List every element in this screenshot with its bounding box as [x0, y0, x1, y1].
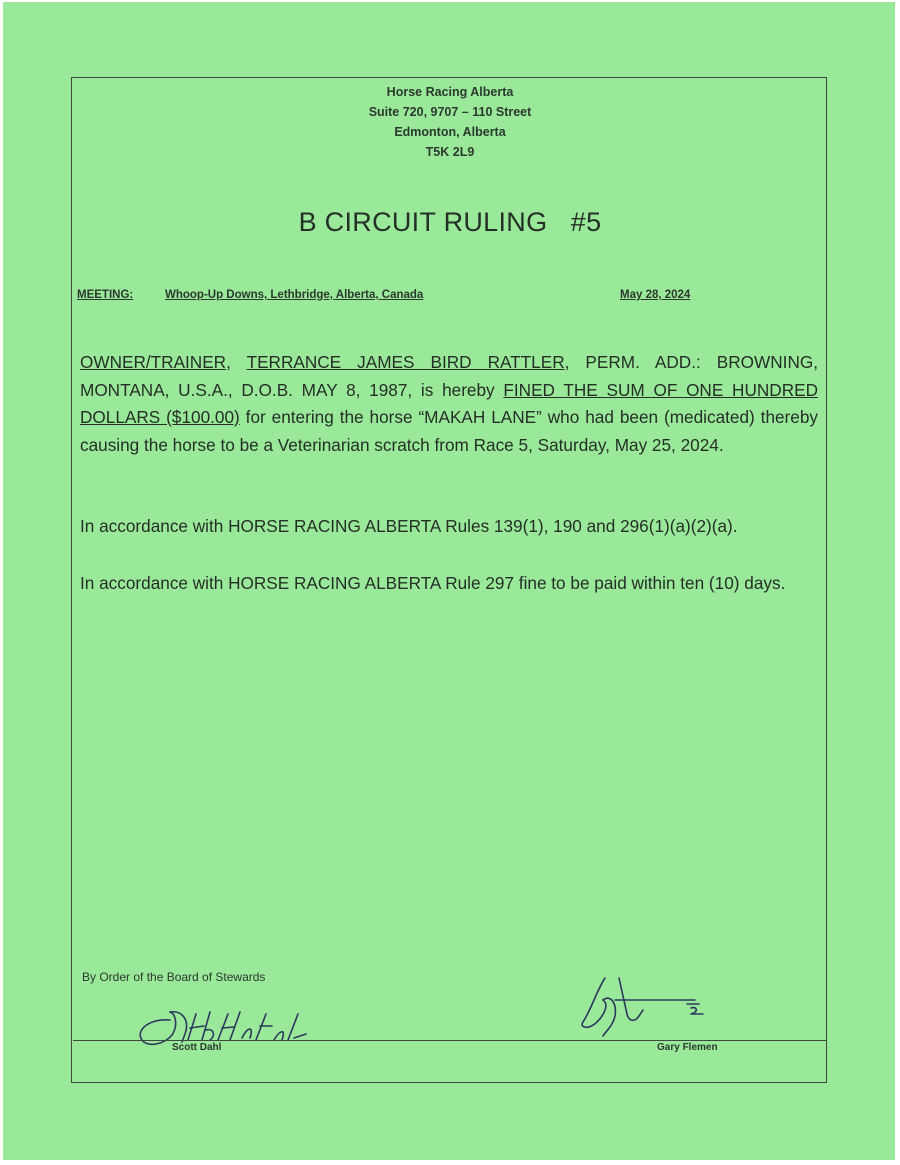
meeting-label: MEETING: — [77, 289, 134, 301]
signature-line — [73, 1040, 826, 1041]
meeting-date: May 28, 2024 — [620, 289, 691, 301]
steward-1-name: Scott Dahl — [172, 1042, 222, 1053]
meeting-venue: Whoop-Up Downs, Lethbridge, Alberta, Canada — [165, 289, 424, 301]
ruling-fine: FINED THE SUM OF ONE HUNDRED DOLLARS ($100.00) — [80, 379, 818, 427]
ruling-details: , PERM. ADD.: BROWNING, MONTANA, U.S.A., D.O.B. MAY 8, 1987, is hereby — [80, 352, 818, 400]
issuer-street: Suite 720, 9707 – 110 Street — [368, 105, 532, 119]
issuer-address — [0, 82, 900, 162]
issuer-org: Horse Racing Alberta — [386, 85, 514, 99]
scott-dahl-signature — [130, 1000, 320, 1055]
ruling-paragraph — [80, 349, 818, 459]
ruling-person-name: TERRANCE JAMES BIRD RATTLER — [246, 352, 565, 372]
gary-flemen-signature — [575, 970, 725, 1050]
issuer-city: Edmonton, Alberta — [394, 125, 506, 139]
ruling-title: B CIRCUIT RULING #5 — [298, 207, 602, 237]
steward-2-name: Gary Flemen — [657, 1042, 718, 1053]
ruling-reason: for entering the horse “MAKAH LANE” who had been (medicated) thereby causing the horse to be a Veterinarian scratch from Race 5, Saturday, May 25, 2024. — [80, 407, 818, 455]
rules-paragraph: In accordance with HORSE RACING ALBERTA Rules 139(1), 190 and 296(1)(a)(2)(a). — [80, 516, 738, 536]
issuer-postal: T5K 2L9 — [425, 145, 475, 159]
by-order-text: By Order of the Board of Stewards — [82, 970, 266, 984]
payment-paragraph: In accordance with HORSE RACING ALBERTA Rule 297 fine to be paid within ten (10) days. — [80, 573, 786, 593]
ruling-separator: , — [226, 352, 247, 372]
ruling-role: OWNER/TRAINER — [80, 352, 227, 372]
